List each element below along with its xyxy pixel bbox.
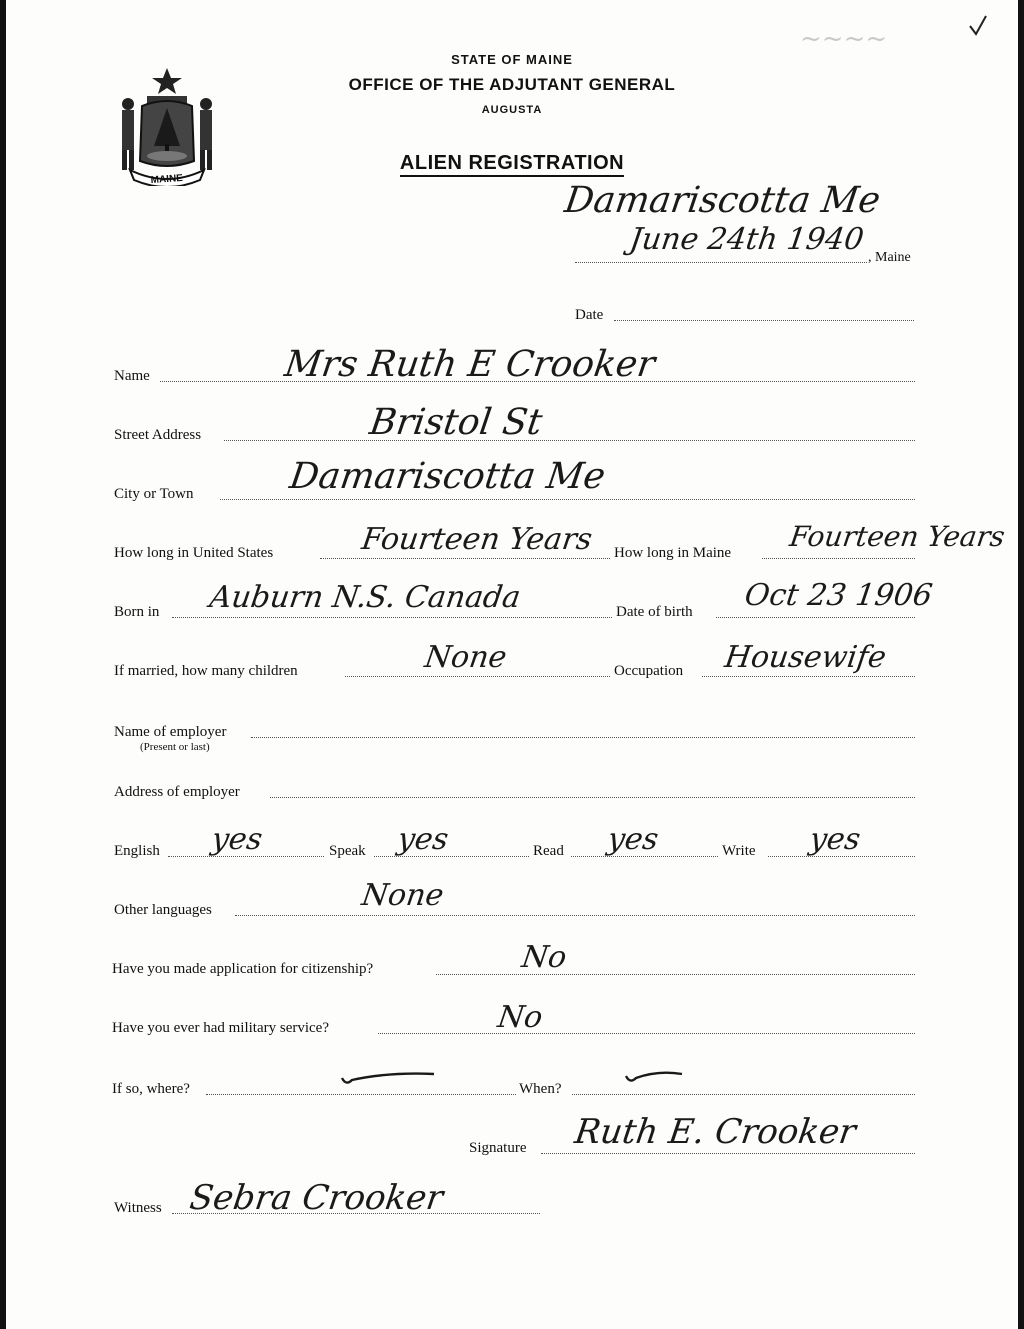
signature-label: Signature [469, 1140, 527, 1156]
military-line [378, 1033, 915, 1034]
date-handwritten: June 24th 1940 [627, 222, 866, 257]
other-languages-line [235, 915, 915, 916]
name-value: Mrs Ruth E Crooker [282, 344, 658, 385]
scan-border-left [0, 0, 6, 1329]
street-address-line [224, 440, 915, 441]
form-title-text: ALIEN REGISTRATION [400, 152, 624, 177]
witness-label: Witness [114, 1200, 162, 1216]
where-label: If so, where? [112, 1081, 190, 1097]
maine-duration-label: How long in Maine [614, 545, 732, 561]
children-line [345, 676, 610, 677]
signature-value: Ruth E. Crooker [572, 1112, 859, 1152]
date-line [614, 320, 914, 321]
other-languages-label: Other languages [114, 902, 212, 918]
where-dash-mark [338, 1062, 438, 1088]
citizenship-label: Have you made application for citizenship? [112, 961, 374, 977]
born-in-line [172, 617, 612, 618]
maine-suffix: , Maine [868, 250, 911, 265]
employer-address-line [270, 797, 915, 798]
office-heading: OFFICE OF THE ADJUTANT GENERAL [348, 75, 676, 94]
form-title [0, 152, 1024, 175]
employer-address-label: Address of employer [114, 784, 240, 800]
read-value: yes [605, 822, 661, 857]
date-label: Date [575, 307, 604, 323]
citizenship-line [436, 974, 915, 975]
military-label: Have you ever had military service? [112, 1020, 329, 1036]
maine-duration-line [762, 558, 915, 559]
checkmark-icon [966, 12, 990, 38]
us-duration-label: How long in United States [114, 545, 274, 561]
maine-duration-value: Fourteen Years [787, 520, 1007, 553]
scan-border-right [1018, 0, 1024, 1329]
city-label: City or Town [114, 486, 194, 502]
speak-label: Speak [329, 843, 366, 859]
street-address-label: Street Address [114, 427, 202, 443]
pencil-annotation: ~~~~ [800, 24, 888, 54]
employer-name-label: Name of employer [114, 724, 227, 740]
born-in-label: Born in [114, 604, 160, 620]
citizenship-value: No [519, 940, 569, 975]
name-label: Name [114, 368, 150, 384]
where-line [206, 1094, 516, 1095]
when-label: When? [519, 1081, 562, 1097]
military-value: No [495, 1000, 545, 1035]
when-line [572, 1094, 915, 1095]
english-label: English [114, 843, 160, 859]
occupation-value: Housewife [722, 640, 889, 675]
svg-text:MAINE: MAINE [150, 172, 184, 186]
street-address-value: Bristol St [367, 402, 545, 443]
occupation-label: Occupation [614, 663, 684, 679]
dob-value: Oct 23 1906 [742, 578, 935, 613]
us-duration-value: Fourteen Years [359, 522, 595, 557]
place-handwritten: Damariscotta Me [562, 180, 883, 221]
dob-line [716, 617, 915, 618]
english-value: yes [209, 822, 265, 857]
write-label: Write [722, 843, 756, 859]
dob-label: Date of birth [616, 604, 693, 620]
place-line [575, 262, 867, 263]
read-label: Read [533, 843, 564, 859]
us-duration-line [320, 558, 610, 559]
city-heading: AUGUSTA [481, 104, 543, 116]
children-label: If married, how many children [114, 663, 298, 679]
signature-line [541, 1153, 915, 1154]
employer-name-line [251, 737, 915, 738]
speak-value: yes [395, 822, 451, 857]
other-languages-value: None [359, 878, 446, 913]
witness-value: Sebra Crooker [187, 1178, 446, 1218]
city-line [220, 499, 915, 500]
write-value: yes [807, 822, 863, 857]
employer-name-sublabel: (Present or last) [140, 741, 210, 753]
born-in-value: Auburn N.S. Canada [207, 580, 523, 615]
state-heading: STATE OF MAINE [451, 52, 573, 67]
when-dash-mark [622, 1064, 686, 1086]
occupation-line [702, 676, 915, 677]
city-value: Damariscotta Me [287, 456, 608, 497]
children-value: None [422, 640, 509, 675]
